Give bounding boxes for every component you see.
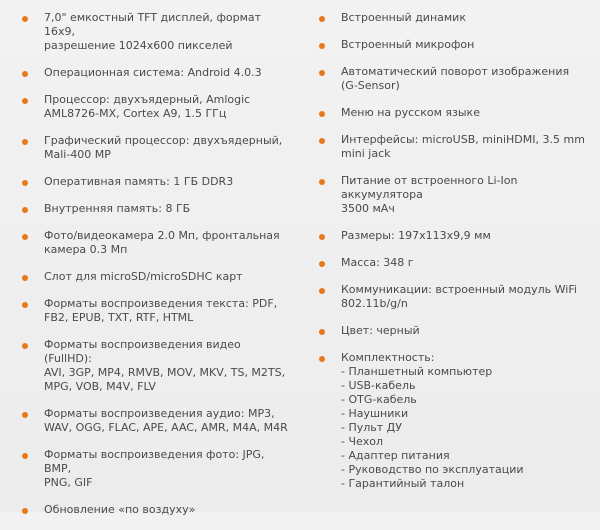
bullet-icon: [319, 111, 325, 117]
bullet-icon: [22, 302, 28, 308]
spec-text: Цвет: черный: [341, 324, 420, 337]
spec-text: Автоматический поворот изображения (G-Sensor): [341, 65, 570, 92]
spec-text: Графический процессор: двухъядерный, Mali-400 MP: [44, 134, 283, 161]
spec-text: Форматы воспроизведения фото: JPG, BMP, PNG, GIF: [44, 448, 265, 489]
spec-item: [20, 297, 290, 325]
spec-text: Размеры: 197х113х9,9 мм: [341, 229, 491, 242]
bullet-icon: [319, 138, 325, 144]
bullet-icon: [22, 16, 28, 22]
spec-text: Операционная система: Android 4.0.3: [44, 66, 262, 79]
spec-text: Интерфейсы: microUSB, miniHDMI, 3.5 mm mini jack: [341, 133, 585, 160]
spec-item: [20, 134, 290, 162]
spec-item: [317, 229, 595, 243]
bullet-icon: [22, 207, 28, 213]
spec-item: [20, 338, 290, 394]
spec-item: [317, 256, 595, 270]
spec-text: Слот для microSD/microSDHC карт: [44, 270, 243, 283]
bullet-icon: [319, 261, 325, 267]
package-item: - Пульт ДУ: [341, 421, 402, 434]
spec-item: [20, 66, 290, 80]
bullet-icon: [22, 98, 28, 104]
bullet-icon: [22, 412, 28, 418]
spec-text: Встроенный динамик: [341, 11, 466, 24]
spec-text: Встроенный микрофон: [341, 38, 475, 51]
spec-item: [20, 448, 290, 490]
bullet-icon: [22, 343, 28, 349]
spec-text: Форматы воспроизведения аудио: MP3, WAV, OGG, FLAC, APE, AAC, AMR, M4A, M4R: [44, 407, 288, 434]
spec-item: [20, 202, 290, 216]
spec-text: Внутренняя память: 8 ГБ: [44, 202, 191, 215]
bullet-icon: [319, 43, 325, 49]
spec-text: Оперативная память: 1 ГБ DDR3: [44, 175, 234, 188]
spec-item: [20, 93, 290, 121]
spec-item: [317, 38, 595, 52]
bullet-icon: [22, 180, 28, 186]
spec-text: Питание от встроенного Li-Ion аккумулятора 3500 мАч: [341, 174, 518, 215]
bullet-icon: [22, 71, 28, 77]
package-item: - Руководство по эксплуатации: [341, 463, 524, 476]
spec-item: [20, 503, 290, 517]
spec-item: [20, 11, 290, 53]
spec-text: Фото/видеокамера 2.0 Мп, фронтальная камера 0.3 Мп: [44, 229, 280, 256]
specs-right-column: [317, 11, 595, 504]
bullet-icon: [22, 508, 28, 514]
package-item: - OTG-кабель: [341, 393, 417, 406]
package-item: - USB-кабель: [341, 379, 416, 392]
spec-item: [317, 11, 595, 25]
bullet-icon: [319, 16, 325, 22]
spec-item: [20, 229, 290, 257]
spec-item: [317, 174, 595, 216]
package-item: - Наушники: [341, 407, 409, 420]
spec-item: [317, 324, 595, 338]
spec-text: 7,0" емкостный TFT дисплей, формат 16х9, разрешение 1024х600 пикселей: [44, 11, 262, 52]
spec-item: [20, 270, 290, 284]
package-item: - Гарантийный талон: [341, 477, 465, 490]
spec-text: Обновление «по воздуху»: [44, 503, 196, 516]
spec-text: Коммуникации: встроенный модуль WiFi 802.11b/g/n: [341, 283, 577, 310]
spec-item: [317, 283, 595, 311]
package-item: - Чехол: [341, 435, 384, 448]
spec-item: [317, 106, 595, 120]
spec-text: Масса: 348 г: [341, 256, 414, 269]
spec-item: [20, 407, 290, 435]
specs-left-column: [20, 11, 290, 530]
bullet-icon: [319, 356, 325, 362]
bullet-icon: [319, 329, 325, 335]
spec-text: Меню на русском языке: [341, 106, 480, 119]
spec-text: Процессор: двухъядерный, Amlogic AML8726-MX, Cortex A9, 1.5 ГГц: [44, 93, 251, 120]
package-item: - Адаптер питания: [341, 449, 450, 462]
package-item: - Планшетный компьютер: [341, 365, 493, 378]
bullet-icon: [22, 234, 28, 240]
bullet-icon: [319, 70, 325, 76]
spec-item: [20, 175, 290, 189]
bullet-icon: [319, 234, 325, 240]
package-title: Комплектность:: [341, 351, 435, 364]
spec-item: [317, 133, 595, 161]
spec-item: [317, 65, 595, 93]
bullet-icon: [22, 453, 28, 459]
bullet-icon: [319, 179, 325, 185]
package-contents: [317, 351, 595, 491]
bullet-icon: [319, 288, 325, 294]
bullet-icon: [22, 275, 28, 281]
spec-text: Форматы воспроизведения видео (FullHD): AVI, 3GP, MP4, RMVB, MOV, MKV, TS, M2TS, MPG, VOB, M4V, FLV: [44, 338, 286, 393]
bullet-icon: [22, 139, 28, 145]
spec-text: Форматы воспроизведения текста: PDF, FB2, EPUB, TXT, RTF, HTML: [44, 297, 278, 324]
